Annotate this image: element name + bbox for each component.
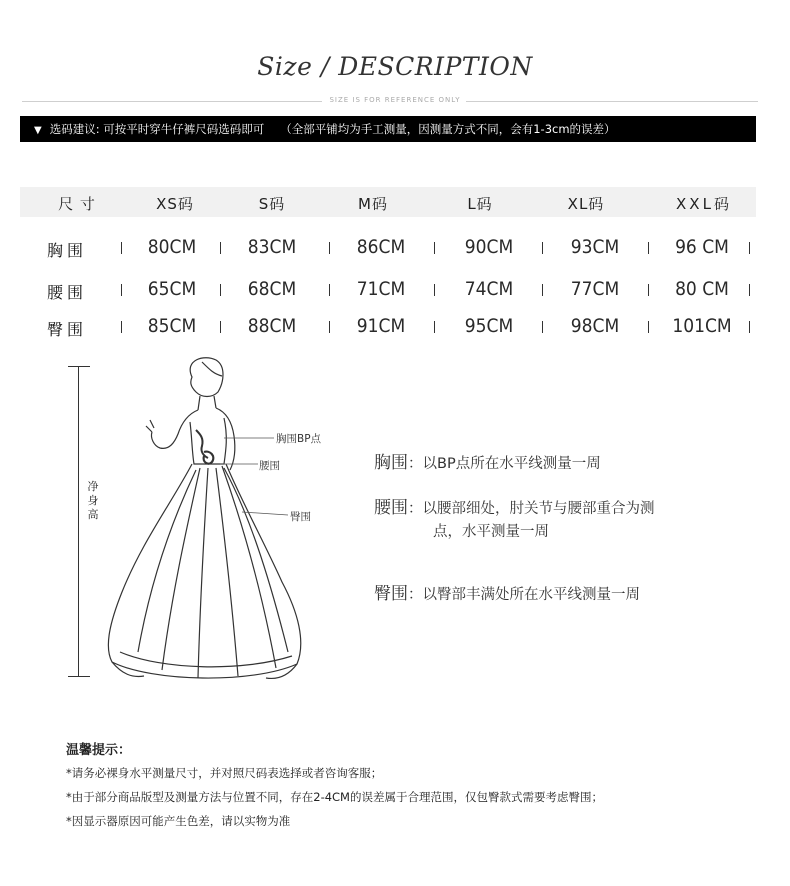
column-separator-tick <box>121 242 122 254</box>
waist-xl: 77CM <box>570 278 620 300</box>
height-cap-top <box>68 366 90 367</box>
size-header-m: M码 <box>358 195 388 213</box>
left-hand <box>146 420 154 432</box>
definition-waist <box>374 497 655 521</box>
bodice-embroidery <box>196 430 208 458</box>
tip-item: *因显示器原因可能产生色差，请以实物为准 <box>66 814 291 828</box>
hip-m: 91CM <box>356 315 406 337</box>
subtitle-text: SIZE IS FOR REFERENCE ONLY <box>325 96 464 104</box>
tips-title: 温馨提示： <box>66 743 132 758</box>
column-separator-tick <box>220 321 221 333</box>
size-header-s: S码 <box>258 195 286 213</box>
skirt-folds-outer <box>138 468 288 652</box>
height-line <box>78 366 79 676</box>
skirt-folds <box>162 466 276 678</box>
bust-m: 86CM <box>356 236 406 258</box>
row-label-hip: 臀围 <box>46 320 87 339</box>
page-title: Size / DESCRIPTION <box>257 52 533 81</box>
column-separator-tick <box>121 284 122 296</box>
column-separator-tick <box>329 284 330 296</box>
waist-xs: 65CM <box>147 278 197 300</box>
size-header-l: L码 <box>467 195 493 213</box>
column-separator-tick <box>749 284 750 296</box>
column-separator-tick <box>648 242 649 254</box>
waist-m: 71CM <box>356 278 406 300</box>
tip-item: *请务必裸身水平测量尺寸，并对照尺码表选择或者咨询客服； <box>66 766 383 780</box>
waist-s: 68CM <box>247 278 297 300</box>
waist-label: 腰围 <box>259 460 280 472</box>
skirt-petticoat <box>120 652 292 667</box>
hair-line <box>202 362 222 376</box>
bust-l: 90CM <box>464 236 514 258</box>
column-separator-tick <box>542 284 543 296</box>
banner-note: （全部平铺均为手工测量，因测量方式不同，会有1-3cm的误差） <box>280 122 616 136</box>
column-separator-tick <box>329 242 330 254</box>
size-header-xs: XS码 <box>156 195 194 213</box>
bust-bp-label: 胸围BP点 <box>276 433 322 445</box>
right-arm <box>216 408 235 470</box>
column-separator-tick <box>648 284 649 296</box>
definition-bust-text: ：以BP点所在水平线测量一周 <box>408 456 601 472</box>
definition-waist-key: 腰围 <box>374 498 408 518</box>
bust-xs: 80CM <box>147 236 197 258</box>
page-subtitle <box>0 96 790 104</box>
hip-xs: 85CM <box>147 315 197 337</box>
definition-bust <box>374 452 601 476</box>
waist-xxl: 80 CM <box>675 278 729 300</box>
gown-illustration <box>92 352 312 692</box>
hip-xl: 98CM <box>570 315 620 337</box>
waist-flower <box>204 452 214 464</box>
definition-waist-text-2: 点，水平测量一周 <box>433 524 549 540</box>
column-separator-tick <box>329 321 330 333</box>
hip-xxl: 101CM <box>672 315 732 337</box>
skirt-hem <box>112 662 297 678</box>
column-separator-tick <box>434 242 435 254</box>
size-header-xl: XL码 <box>567 195 605 213</box>
column-separator-tick <box>749 242 750 254</box>
hip-label: 臀围 <box>290 511 311 523</box>
column-separator-tick <box>220 284 221 296</box>
bust-xxl: 96 CM <box>675 236 729 258</box>
column-separator-tick <box>121 321 122 333</box>
bust-xl: 93CM <box>570 236 620 258</box>
height-cap-bottom <box>68 676 90 677</box>
definition-bust-key: 胸围 <box>374 453 408 473</box>
waist-l: 74CM <box>464 278 514 300</box>
row-label-bust: 胸围 <box>46 241 87 260</box>
tip-item: *由于部分商品版型及测量方法与位置不同，存在2-4CM的误差属于合理范围，仅包臀款式需要考虑臀围； <box>66 790 603 804</box>
banner-text: 选码建议: 可按平时穿牛仔裤尺码选码即可 <box>49 122 265 136</box>
size-advice-banner <box>20 116 756 142</box>
column-separator-tick <box>648 321 649 333</box>
height-label: 净身高 <box>87 480 99 521</box>
neck-lines <box>198 396 216 410</box>
column-separator-tick <box>542 242 543 254</box>
column-separator-tick <box>434 321 435 333</box>
column-separator-tick <box>220 242 221 254</box>
triangle-down-icon: ▼ <box>34 125 42 136</box>
size-header-xxl: XXL码 <box>676 195 732 213</box>
definition-hip <box>374 583 640 607</box>
definition-hip-text: ：以臀部丰满处所在水平线测量一周 <box>408 587 640 603</box>
hip-l: 95CM <box>464 315 514 337</box>
bust-s: 83CM <box>247 236 297 258</box>
definition-waist-text: ：以腰部细处，肘关节与腰部重合为测 <box>408 501 655 517</box>
row-label-waist: 腰围 <box>46 283 87 302</box>
head-outline <box>190 358 223 397</box>
column-separator-tick <box>434 284 435 296</box>
hip-s: 88CM <box>247 315 297 337</box>
definition-hip-key: 臀围 <box>374 584 408 604</box>
column-separator-tick <box>542 321 543 333</box>
column-separator-tick <box>749 321 750 333</box>
table-corner-label: 尺 寸 <box>58 195 96 213</box>
